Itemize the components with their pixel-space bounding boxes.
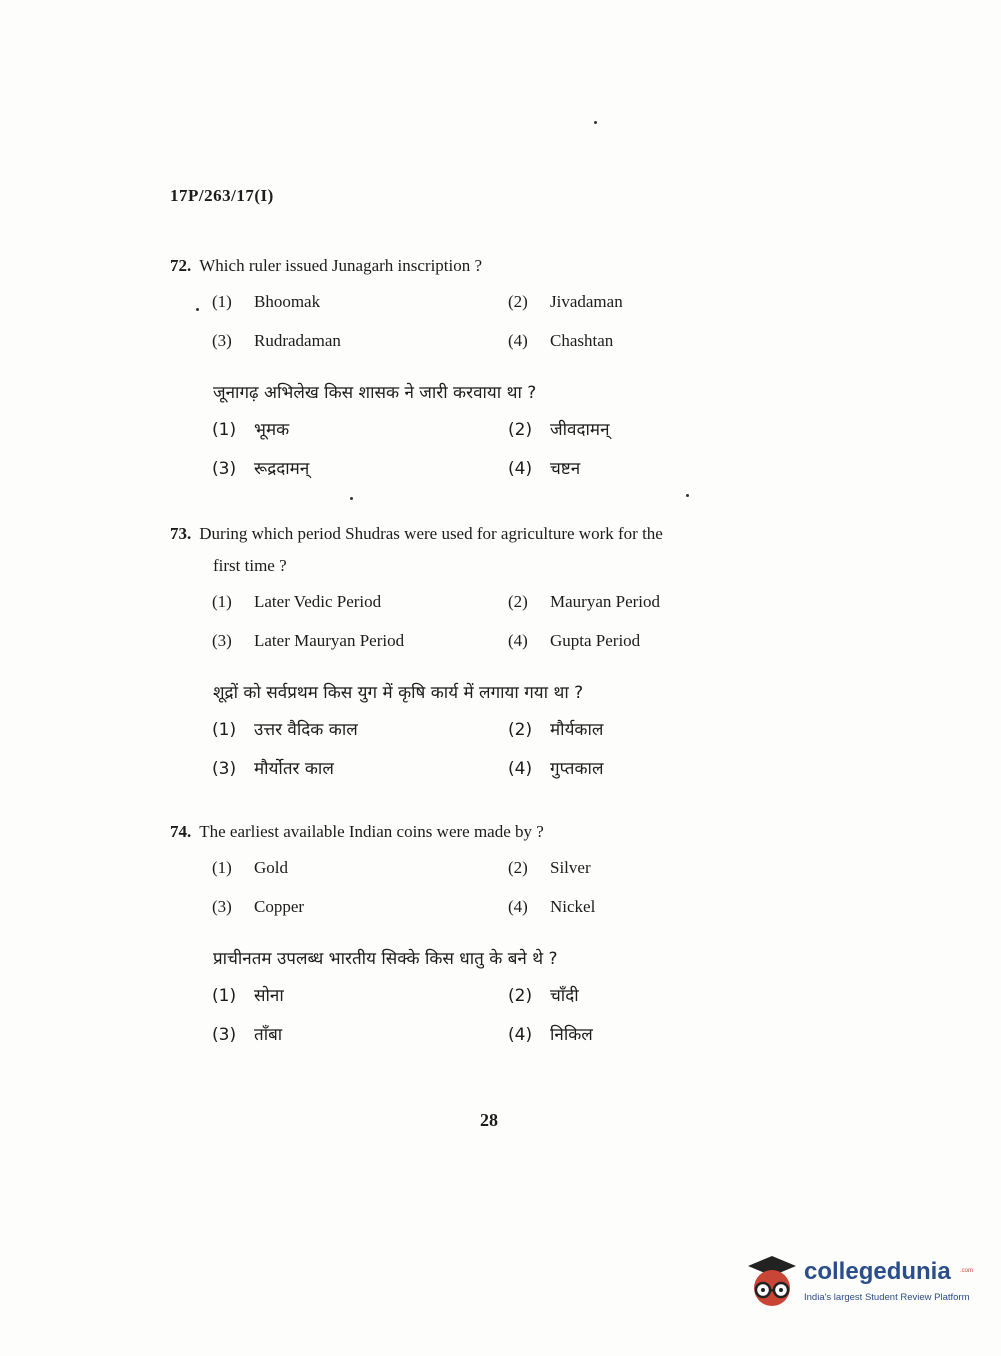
option-2: (2) Jivadaman	[508, 292, 623, 311]
logo-tagline: India's largest Student Review Platform	[804, 1292, 970, 1303]
hindi-question-text: प्राचीनतम उपलब्ध भारतीय सिक्के किस धातु के बने थे ?	[213, 949, 558, 969]
hindi-option-4: (4) निकिल	[508, 1025, 593, 1045]
option-1: (1) Bhoomak	[212, 292, 321, 311]
english-options	[170, 858, 830, 936]
hindi-option-1: (1) उत्तर वैदिक काल	[212, 720, 358, 740]
hindi-options	[170, 417, 830, 495]
option-2: (2) Mauryan Period	[508, 592, 661, 611]
question-number: 74.	[170, 822, 192, 841]
logo-domain-suffix: .com	[960, 1268, 974, 1274]
option-4: (4) Nickel	[508, 897, 596, 916]
option-4: (4) Gupta Period	[508, 631, 641, 650]
option-3: (3) Later Mauryan Period	[212, 631, 405, 650]
hindi-option-1: (1) सोना	[212, 986, 284, 1006]
option-2: (2) Silver	[508, 858, 591, 877]
option-1: (1) Later Vedic Period	[212, 592, 382, 611]
hindi-option-4: (4) गुप्तकाल	[508, 759, 604, 779]
collegedunia-logo[interactable]	[742, 1252, 972, 1312]
english-options	[170, 592, 830, 670]
question-72	[170, 254, 830, 495]
option-4: (4) Chashtan	[508, 331, 614, 350]
hindi-option-3: (3) रूद्रदामन्	[212, 459, 310, 479]
hindi-option-2: (2) मौर्यकाल	[508, 720, 604, 740]
hindi-question-text: शूद्रों को सर्वप्रथम किस युग में कृषि कार्य में लगाया गया था ?	[213, 683, 584, 703]
paper-code: 17P/263/17(I)	[170, 186, 274, 205]
hindi-question-text: जूनागढ़ अभिलेख किस शासक ने जारी करवाया था ?	[213, 383, 537, 403]
english-options	[170, 292, 830, 370]
hindi-options	[170, 717, 830, 795]
hindi-option-2: (2) जीवदामन्	[508, 420, 610, 440]
scan-speck	[594, 121, 597, 124]
question-text-continued: first time ?	[213, 556, 287, 575]
mascot-icon	[742, 1252, 800, 1310]
question-73	[170, 522, 830, 795]
hindi-option-2: (2) चाँदी	[508, 986, 579, 1006]
hindi-option-3: (3) मौर्योतर काल	[212, 759, 334, 779]
scan-speck	[686, 494, 689, 497]
option-1: (1) Gold	[212, 858, 288, 877]
question-text: Which ruler issued Junagarh inscription ?	[199, 256, 483, 275]
scan-speck	[196, 308, 199, 311]
hindi-option-1: (1) भूमक	[212, 420, 290, 440]
question-number: 72.	[170, 256, 192, 275]
option-3: (3) Copper	[212, 897, 305, 916]
hindi-option-4: (4) चष्टन	[508, 459, 581, 479]
question-text: The earliest available Indian coins were made by ?	[199, 822, 544, 841]
logo-wordmark: collegedunia	[804, 1258, 951, 1285]
hindi-option-3: (3) ताँबा	[212, 1025, 283, 1045]
scan-speck	[350, 497, 353, 500]
question-text: During which period Shudras were used for agriculture work for the	[199, 524, 663, 543]
hindi-options	[170, 983, 830, 1061]
option-3: (3) Rudradaman	[212, 331, 341, 350]
question-74	[170, 820, 830, 1061]
page-number: 28	[480, 1110, 498, 1130]
question-number: 73.	[170, 524, 192, 543]
